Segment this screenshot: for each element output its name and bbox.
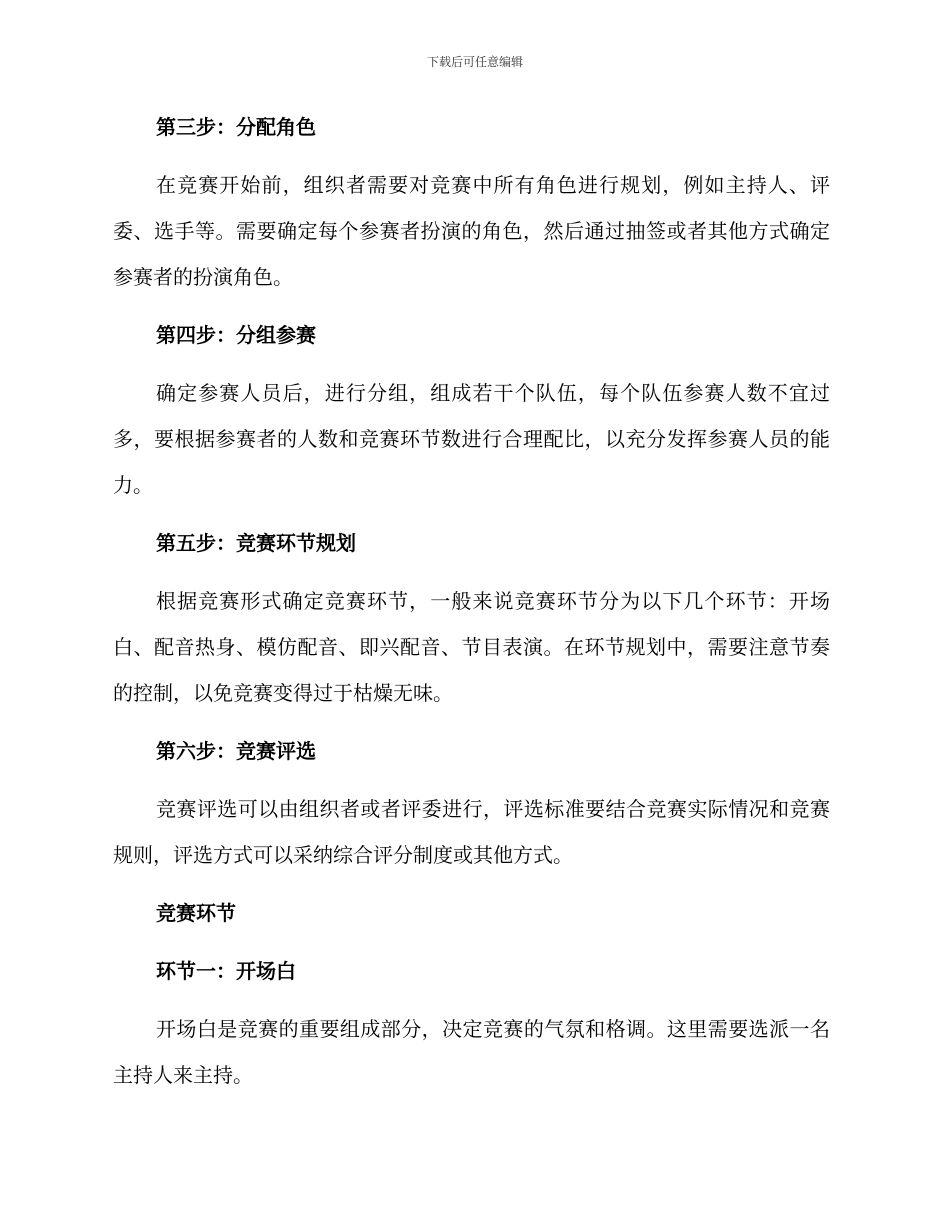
section-paragraph-step-3: 在竞赛开始前，组织者需要对竞赛中所有角色进行规划，例如主持人、评委、选手等。需要确定每个参赛者扮演的角色，然后通过抽签或者其他方式确定参赛者的扮演角色。 [113,173,830,289]
section-heading-step-3: 第三步：分配角色 [156,115,316,139]
section-heading-step-6: 第六步：竞赛评选 [156,739,316,763]
section-paragraph-step-5: 根据竞赛形式确定竞赛环节，一般来说竞赛环节分为以下几个环节：开场白、配音热身、模仿配音、即兴配音、节目表演。在环节规划中，需要注意节奏的控制，以免竞赛变得过于枯燥无味。 [113,589,830,705]
section-heading-step-5: 第五步：竞赛环节规划 [156,531,356,555]
page-header: 下载后可任意编辑 [426,55,523,69]
document-body [113,104,830,1098]
section-heading-step-4: 第四步：分组参赛 [156,323,316,347]
section-heading-round-1: 环节一：开场白 [156,959,296,983]
section-paragraph-round-1: 开场白是竞赛的重要组成部分，决定竞赛的气氛和格调。这里需要选派一名主持人来主持。 [113,1017,830,1087]
section-paragraph-step-6: 竞赛评选可以由组织者或者评委进行，评选标准要结合竞赛实际情况和竞赛规则，评选方式可以采纳综合评分制度或其他方式。 [113,797,830,867]
section-heading-competition-rounds: 竞赛环节 [156,901,236,925]
section-paragraph-step-4: 确定参赛人员后，进行分组，组成若干个队伍，每个队伍参赛人数不宜过多，要根据参赛者的人数和竞赛环节数进行合理配比，以充分发挥参赛人员的能力。 [113,381,830,497]
